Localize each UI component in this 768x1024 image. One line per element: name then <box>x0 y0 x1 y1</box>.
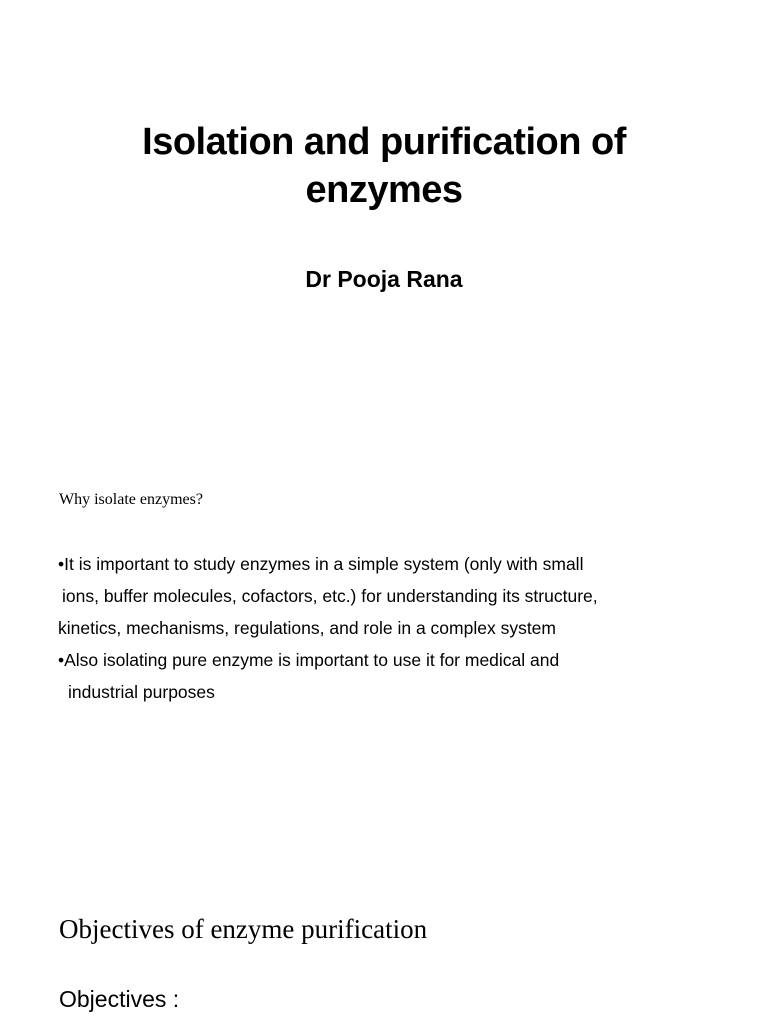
author-name: Dr Pooja Rana <box>305 266 463 292</box>
page-title <box>60 118 708 214</box>
bullet-1-line-3: kinetics, mechanisms, regulations, and role in a complex system <box>58 618 556 638</box>
bullet-1-line-1: •It is important to study enzymes in a simple system (only with small <box>58 554 584 574</box>
title-line-2: enzymes <box>305 169 463 211</box>
title-line-1: Isolation and purification of <box>142 121 626 163</box>
bullet-2-line-1: •Also isolating pure enzyme is important to use it for medical and <box>58 650 560 670</box>
section-question: Why isolate enzymes? <box>59 491 203 508</box>
objectives-label: Objectives : <box>59 986 180 1012</box>
bullet-list <box>58 548 738 708</box>
bullet-2-line-2: industrial purposes <box>68 682 215 702</box>
objectives-heading: Objectives of enzyme purification <box>59 914 428 944</box>
bullet-item-2 <box>58 644 738 708</box>
bullet-item-1 <box>58 548 738 644</box>
bullet-1-line-2: ions, buffer molecules, cofactors, etc.) for understanding its structure, <box>62 586 598 606</box>
